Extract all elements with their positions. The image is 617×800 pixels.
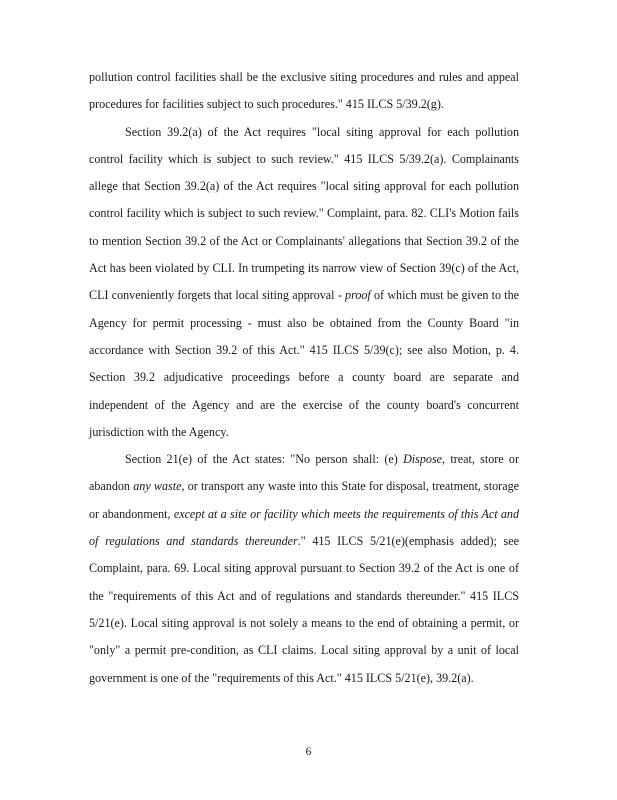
text-run: of which must be given to the Agency for permit processing - must also be obtained from the County Board "in accordance with Section 39.2 of this Act." 415 ILCS 5/39(c); see also Motion, p. 4. Section 39.2 adjudicative proceedings before a county board are separate and independent of the Agency and are the exercise of the county board's concurrent jurisdiction with the Agency. <box>89 288 520 439</box>
paragraph-1 <box>89 64 519 119</box>
document-body <box>89 64 519 692</box>
text-run: Section 39.2(a) of the Act requires "local siting approval for each pollution control facility which is subject to such review." 415 ILCS 5/39.2(a). Complainants allege that Section 39.2(a) of the Act requires "local siting approval for each pollution control facility which is subject to such review." Complaint, para. 82. CLI's Motion fails to mention Section 39.2 of the Act or Complainants' allegations that Section 39.2 of the Act has been violated by CLI. In trumpeting its narrow view of Section 39(c) of the Act, CLI conveniently forgets that local siting approval - <box>89 124 519 303</box>
text-run: proof <box>345 288 371 303</box>
text-run: any waste <box>133 479 182 494</box>
paragraph-3 <box>89 446 519 692</box>
text-run: , or transport any waste into this State for disposal, treatment, storage or abandonment, <box>89 479 519 521</box>
text-run: ." 415 ILCS 5/21(e)(emphasis added); see Complaint, para. 69. Local siting approval pursuant to Section 39.2 of the Act is one of the "requirements of this Act and of regulations and standards thereunder." 415 ILCS 5/21(e). Local siting approval is not solely a means to the end of obtaining a permit, or "only" a permit pre-condition, as CLI claims. Local siting approval by a unit of local government is one of the "requirements of this Act." 415 ILCS 5/21(e), 39.2(a). <box>89 534 519 685</box>
text-run: pollution control facilities shall be the exclusive siting procedures and rules and appeal procedures for facilities subject to such procedures." 415 ILCS 5/39.2(g). <box>89 70 519 112</box>
text-run: , treat, store or abandon <box>89 452 520 494</box>
text-run: except at a site or facility which meets the requirements of this Act and of regulations and standards thereunder <box>89 506 520 549</box>
text-run: Dispose <box>403 452 443 467</box>
text-run: Section 21(e) of the Act states: "No person shall: (e) <box>125 452 404 467</box>
page-number: 6 <box>305 746 312 758</box>
paragraph-2 <box>89 119 519 447</box>
